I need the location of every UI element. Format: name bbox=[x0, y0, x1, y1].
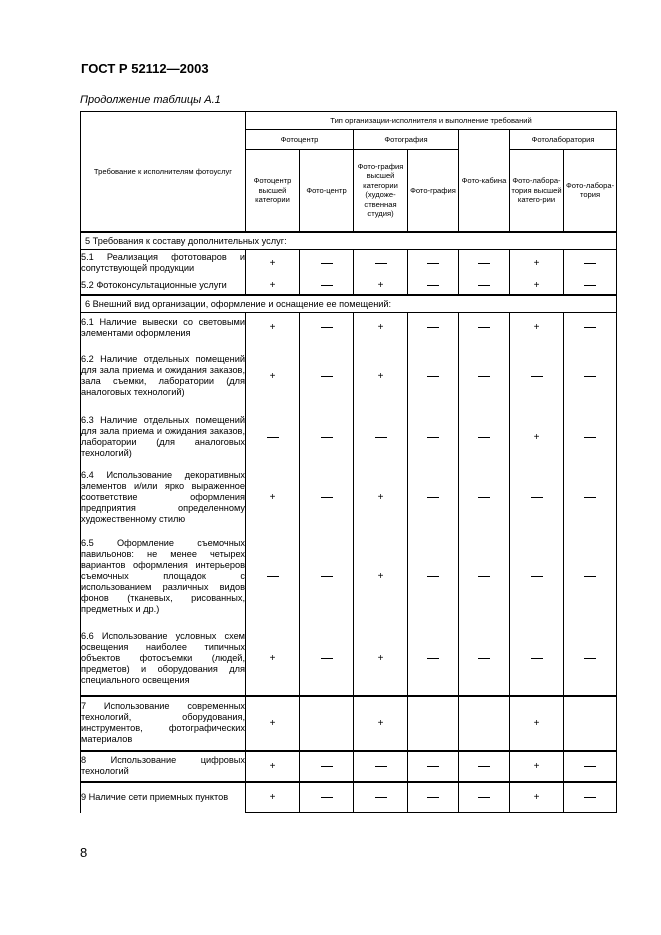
dash-mark bbox=[375, 263, 387, 264]
plus-mark: + bbox=[533, 717, 540, 729]
dash-mark bbox=[427, 658, 439, 659]
plus-mark: + bbox=[533, 280, 540, 291]
table-row bbox=[81, 622, 617, 696]
plus-mark: + bbox=[533, 257, 540, 269]
dash-mark bbox=[427, 437, 439, 438]
dash-mark bbox=[478, 327, 490, 328]
mark-cell bbox=[354, 622, 408, 696]
group-photocenter: Фотоцентр bbox=[246, 130, 354, 150]
mark-cell bbox=[300, 622, 354, 696]
mark-cell bbox=[354, 410, 408, 465]
mark-cell bbox=[510, 531, 564, 622]
section-header bbox=[81, 232, 617, 250]
requirement-text: 9 Наличие сети приемных пунктов bbox=[81, 782, 246, 813]
mark-cell bbox=[246, 313, 300, 343]
dash-mark bbox=[427, 285, 439, 286]
dash-mark bbox=[478, 576, 490, 577]
dash-mark bbox=[321, 263, 333, 264]
mark-cell bbox=[459, 531, 510, 622]
dash-mark bbox=[531, 497, 543, 498]
table-caption: Продолжение таблицы А.1 bbox=[80, 94, 221, 106]
dash-mark bbox=[584, 376, 596, 377]
mark-cell bbox=[300, 343, 354, 410]
dash-mark bbox=[321, 437, 333, 438]
dash-mark bbox=[321, 766, 333, 767]
dash-mark bbox=[427, 576, 439, 577]
dash-mark bbox=[584, 576, 596, 577]
mark-cell bbox=[510, 751, 564, 782]
mark-cell bbox=[246, 277, 300, 295]
mark-cell bbox=[354, 465, 408, 531]
mark-cell bbox=[459, 465, 510, 531]
mark-cell bbox=[300, 531, 354, 622]
mark-cell bbox=[246, 343, 300, 410]
mark-cell bbox=[564, 782, 617, 813]
mark-cell bbox=[459, 313, 510, 343]
dash-mark bbox=[478, 376, 490, 377]
mark-cell bbox=[408, 277, 459, 295]
table-row bbox=[81, 696, 617, 751]
col-photocenter: Фото-центр bbox=[300, 150, 354, 232]
plus-mark: + bbox=[269, 652, 276, 664]
mark-cell bbox=[408, 343, 459, 410]
plus-mark: + bbox=[377, 322, 384, 334]
mark-cell bbox=[408, 782, 459, 813]
plus-mark: + bbox=[269, 280, 276, 291]
requirement-text: 6.1 Наличие вывески со световыми элементами оформления bbox=[81, 313, 246, 343]
mark-cell bbox=[510, 249, 564, 277]
col-photography: Фото-графия bbox=[408, 150, 459, 232]
section-title: 6 Внешний вид организации, оформление и оснащение ее помещений: bbox=[81, 295, 617, 313]
plus-mark: + bbox=[269, 717, 276, 729]
mark-cell bbox=[246, 782, 300, 813]
page-number: 8 bbox=[80, 845, 88, 860]
dash-mark bbox=[427, 327, 439, 328]
dash-mark bbox=[584, 263, 596, 264]
dash-mark bbox=[321, 497, 333, 498]
dash-mark bbox=[427, 376, 439, 377]
dash-mark bbox=[427, 263, 439, 264]
mark-cell bbox=[354, 696, 408, 751]
requirement-text: 6.6 Использование условных схем освещения наиболее типичных объектов фотосъемки (людей, предметов) и оборудования для специального освещения bbox=[81, 622, 246, 696]
mark-cell bbox=[300, 696, 354, 751]
dash-mark bbox=[321, 576, 333, 577]
requirement-text: 5.2 Фотоконсультационные услуги bbox=[81, 277, 246, 295]
dash-mark bbox=[478, 497, 490, 498]
mark-cell bbox=[459, 249, 510, 277]
mark-cell bbox=[510, 782, 564, 813]
mark-cell bbox=[459, 782, 510, 813]
mark-cell bbox=[459, 343, 510, 410]
plus-mark: + bbox=[269, 791, 276, 803]
dash-mark bbox=[427, 797, 439, 798]
dash-mark bbox=[584, 797, 596, 798]
mark-cell bbox=[564, 410, 617, 465]
dash-mark bbox=[478, 658, 490, 659]
mark-cell bbox=[564, 751, 617, 782]
mark-cell bbox=[510, 343, 564, 410]
dash-mark bbox=[321, 376, 333, 377]
plus-mark: + bbox=[377, 492, 384, 503]
mark-cell bbox=[354, 277, 408, 295]
dash-mark bbox=[584, 327, 596, 328]
mark-cell bbox=[564, 622, 617, 696]
mark-cell bbox=[408, 622, 459, 696]
requirement-text: 6.4 Использование декоративных элементов и/или ярко выраженное соответствие оформления предприятия определенному художественному стилю bbox=[81, 465, 246, 531]
mark-cell bbox=[354, 343, 408, 410]
mark-cell bbox=[354, 531, 408, 622]
plus-mark: + bbox=[533, 760, 540, 772]
table-row bbox=[81, 465, 617, 531]
plus-mark: + bbox=[269, 257, 276, 269]
mark-cell bbox=[564, 277, 617, 295]
mark-cell bbox=[510, 410, 564, 465]
dash-mark bbox=[531, 576, 543, 577]
plus-mark: + bbox=[377, 370, 384, 382]
dash-mark bbox=[584, 766, 596, 767]
mark-cell bbox=[564, 249, 617, 277]
mark-cell bbox=[510, 465, 564, 531]
table-row bbox=[81, 313, 617, 343]
group-photography: Фотография bbox=[354, 130, 459, 150]
dash-mark bbox=[375, 797, 387, 798]
plus-mark: + bbox=[533, 322, 540, 334]
mark-cell bbox=[354, 313, 408, 343]
mark-cell bbox=[246, 531, 300, 622]
mark-cell bbox=[300, 465, 354, 531]
dash-mark bbox=[267, 437, 279, 438]
col-photocenter-top: Фотоцентр высшей категории bbox=[246, 150, 300, 232]
mark-cell bbox=[459, 277, 510, 295]
col-photolab: Фото-лабора-тория bbox=[564, 150, 617, 232]
plus-mark: + bbox=[377, 570, 384, 582]
mark-cell bbox=[246, 249, 300, 277]
mark-cell bbox=[408, 531, 459, 622]
dash-mark bbox=[321, 327, 333, 328]
header-requirement: Требование к исполнителям фотоуслуг bbox=[81, 112, 246, 232]
plus-mark: + bbox=[377, 717, 384, 729]
plus-mark: + bbox=[269, 492, 276, 503]
mark-cell bbox=[246, 751, 300, 782]
table-row bbox=[81, 343, 617, 410]
mark-cell bbox=[300, 751, 354, 782]
mark-cell bbox=[408, 696, 459, 751]
mark-cell bbox=[246, 622, 300, 696]
mark-cell bbox=[408, 313, 459, 343]
dash-mark bbox=[584, 437, 596, 438]
mark-cell bbox=[408, 410, 459, 465]
dash-mark bbox=[478, 766, 490, 767]
mark-cell bbox=[408, 249, 459, 277]
section-header bbox=[81, 295, 617, 313]
requirements-table bbox=[80, 111, 617, 813]
mark-cell bbox=[510, 313, 564, 343]
mark-cell bbox=[354, 249, 408, 277]
dash-mark bbox=[478, 437, 490, 438]
mark-cell bbox=[564, 531, 617, 622]
col-photobooth: Фото-кабина bbox=[459, 130, 510, 232]
table-row bbox=[81, 277, 617, 295]
table-row bbox=[81, 249, 617, 277]
mark-cell bbox=[300, 277, 354, 295]
col-photography-top: Фото-графия высшей категории (художе-ственная студия) bbox=[354, 150, 408, 232]
dash-mark bbox=[584, 497, 596, 498]
dash-mark bbox=[375, 437, 387, 438]
mark-cell bbox=[354, 782, 408, 813]
table-row bbox=[81, 531, 617, 622]
mark-cell bbox=[300, 782, 354, 813]
dash-mark bbox=[427, 766, 439, 767]
plus-mark: + bbox=[269, 322, 276, 334]
group-photolab: Фотолаборатория bbox=[510, 130, 617, 150]
section-title: 5 Требования к составу дополнительных услуг: bbox=[81, 232, 617, 250]
col-photolab-top: Фото-лабора-тория высшей катего-рии bbox=[510, 150, 564, 232]
header-org-type: Тип организации-исполнителя и выполнение требований bbox=[246, 112, 617, 130]
requirement-text: 5.1 Реализация фототоваров и сопутствующей продукции bbox=[81, 249, 246, 277]
plus-mark: + bbox=[533, 431, 540, 443]
plus-mark: + bbox=[377, 652, 384, 664]
document-id: ГОСТ Р 52112—2003 bbox=[81, 61, 209, 76]
requirement-text: 7 Использование современных технологий, оборудования, инструментов, фотографических материалов bbox=[81, 696, 246, 751]
mark-cell bbox=[564, 465, 617, 531]
requirement-text: 6.5 Оформление съемочных павильонов: не менее четырех вариантов оформления интерьеров съемочных площадок с использованием различных видов фонов (тканевых, рисованных, предметных и др.) bbox=[81, 531, 246, 622]
plus-mark: + bbox=[269, 760, 276, 772]
mark-cell bbox=[510, 277, 564, 295]
dash-mark bbox=[531, 658, 543, 659]
requirement-text: 8 Использование цифровых технологий bbox=[81, 751, 246, 782]
dash-mark bbox=[267, 576, 279, 577]
mark-cell bbox=[246, 410, 300, 465]
plus-mark: + bbox=[377, 280, 384, 291]
table-row bbox=[81, 410, 617, 465]
mark-cell bbox=[459, 696, 510, 751]
dash-mark bbox=[321, 285, 333, 286]
mark-cell bbox=[300, 249, 354, 277]
plus-mark: + bbox=[533, 791, 540, 803]
dash-mark bbox=[478, 263, 490, 264]
dash-mark bbox=[321, 658, 333, 659]
mark-cell bbox=[300, 313, 354, 343]
requirement-text: 6.3 Наличие отдельных помещений для зала приема и ожидания заказов, лаборатории (для аналоговых технологий) bbox=[81, 410, 246, 465]
mark-cell bbox=[459, 410, 510, 465]
mark-cell bbox=[408, 751, 459, 782]
dash-mark bbox=[321, 797, 333, 798]
plus-mark: + bbox=[269, 370, 276, 382]
table-row bbox=[81, 751, 617, 782]
mark-cell bbox=[564, 343, 617, 410]
dash-mark bbox=[584, 658, 596, 659]
dash-mark bbox=[531, 376, 543, 377]
mark-cell bbox=[408, 465, 459, 531]
mark-cell bbox=[510, 696, 564, 751]
mark-cell bbox=[459, 751, 510, 782]
mark-cell bbox=[459, 622, 510, 696]
mark-cell bbox=[564, 696, 617, 751]
mark-cell bbox=[354, 751, 408, 782]
requirement-text: 6.2 Наличие отдельных помещений для зала приема и ожидания заказов, зала съемки, лаборатории (для аналоговых технологий) bbox=[81, 343, 246, 410]
table-row bbox=[81, 782, 617, 813]
dash-mark bbox=[427, 497, 439, 498]
dash-mark bbox=[478, 797, 490, 798]
mark-cell bbox=[246, 696, 300, 751]
mark-cell bbox=[246, 465, 300, 531]
mark-cell bbox=[300, 410, 354, 465]
dash-mark bbox=[375, 766, 387, 767]
mark-cell bbox=[564, 313, 617, 343]
dash-mark bbox=[584, 285, 596, 286]
dash-mark bbox=[478, 285, 490, 286]
mark-cell bbox=[510, 622, 564, 696]
